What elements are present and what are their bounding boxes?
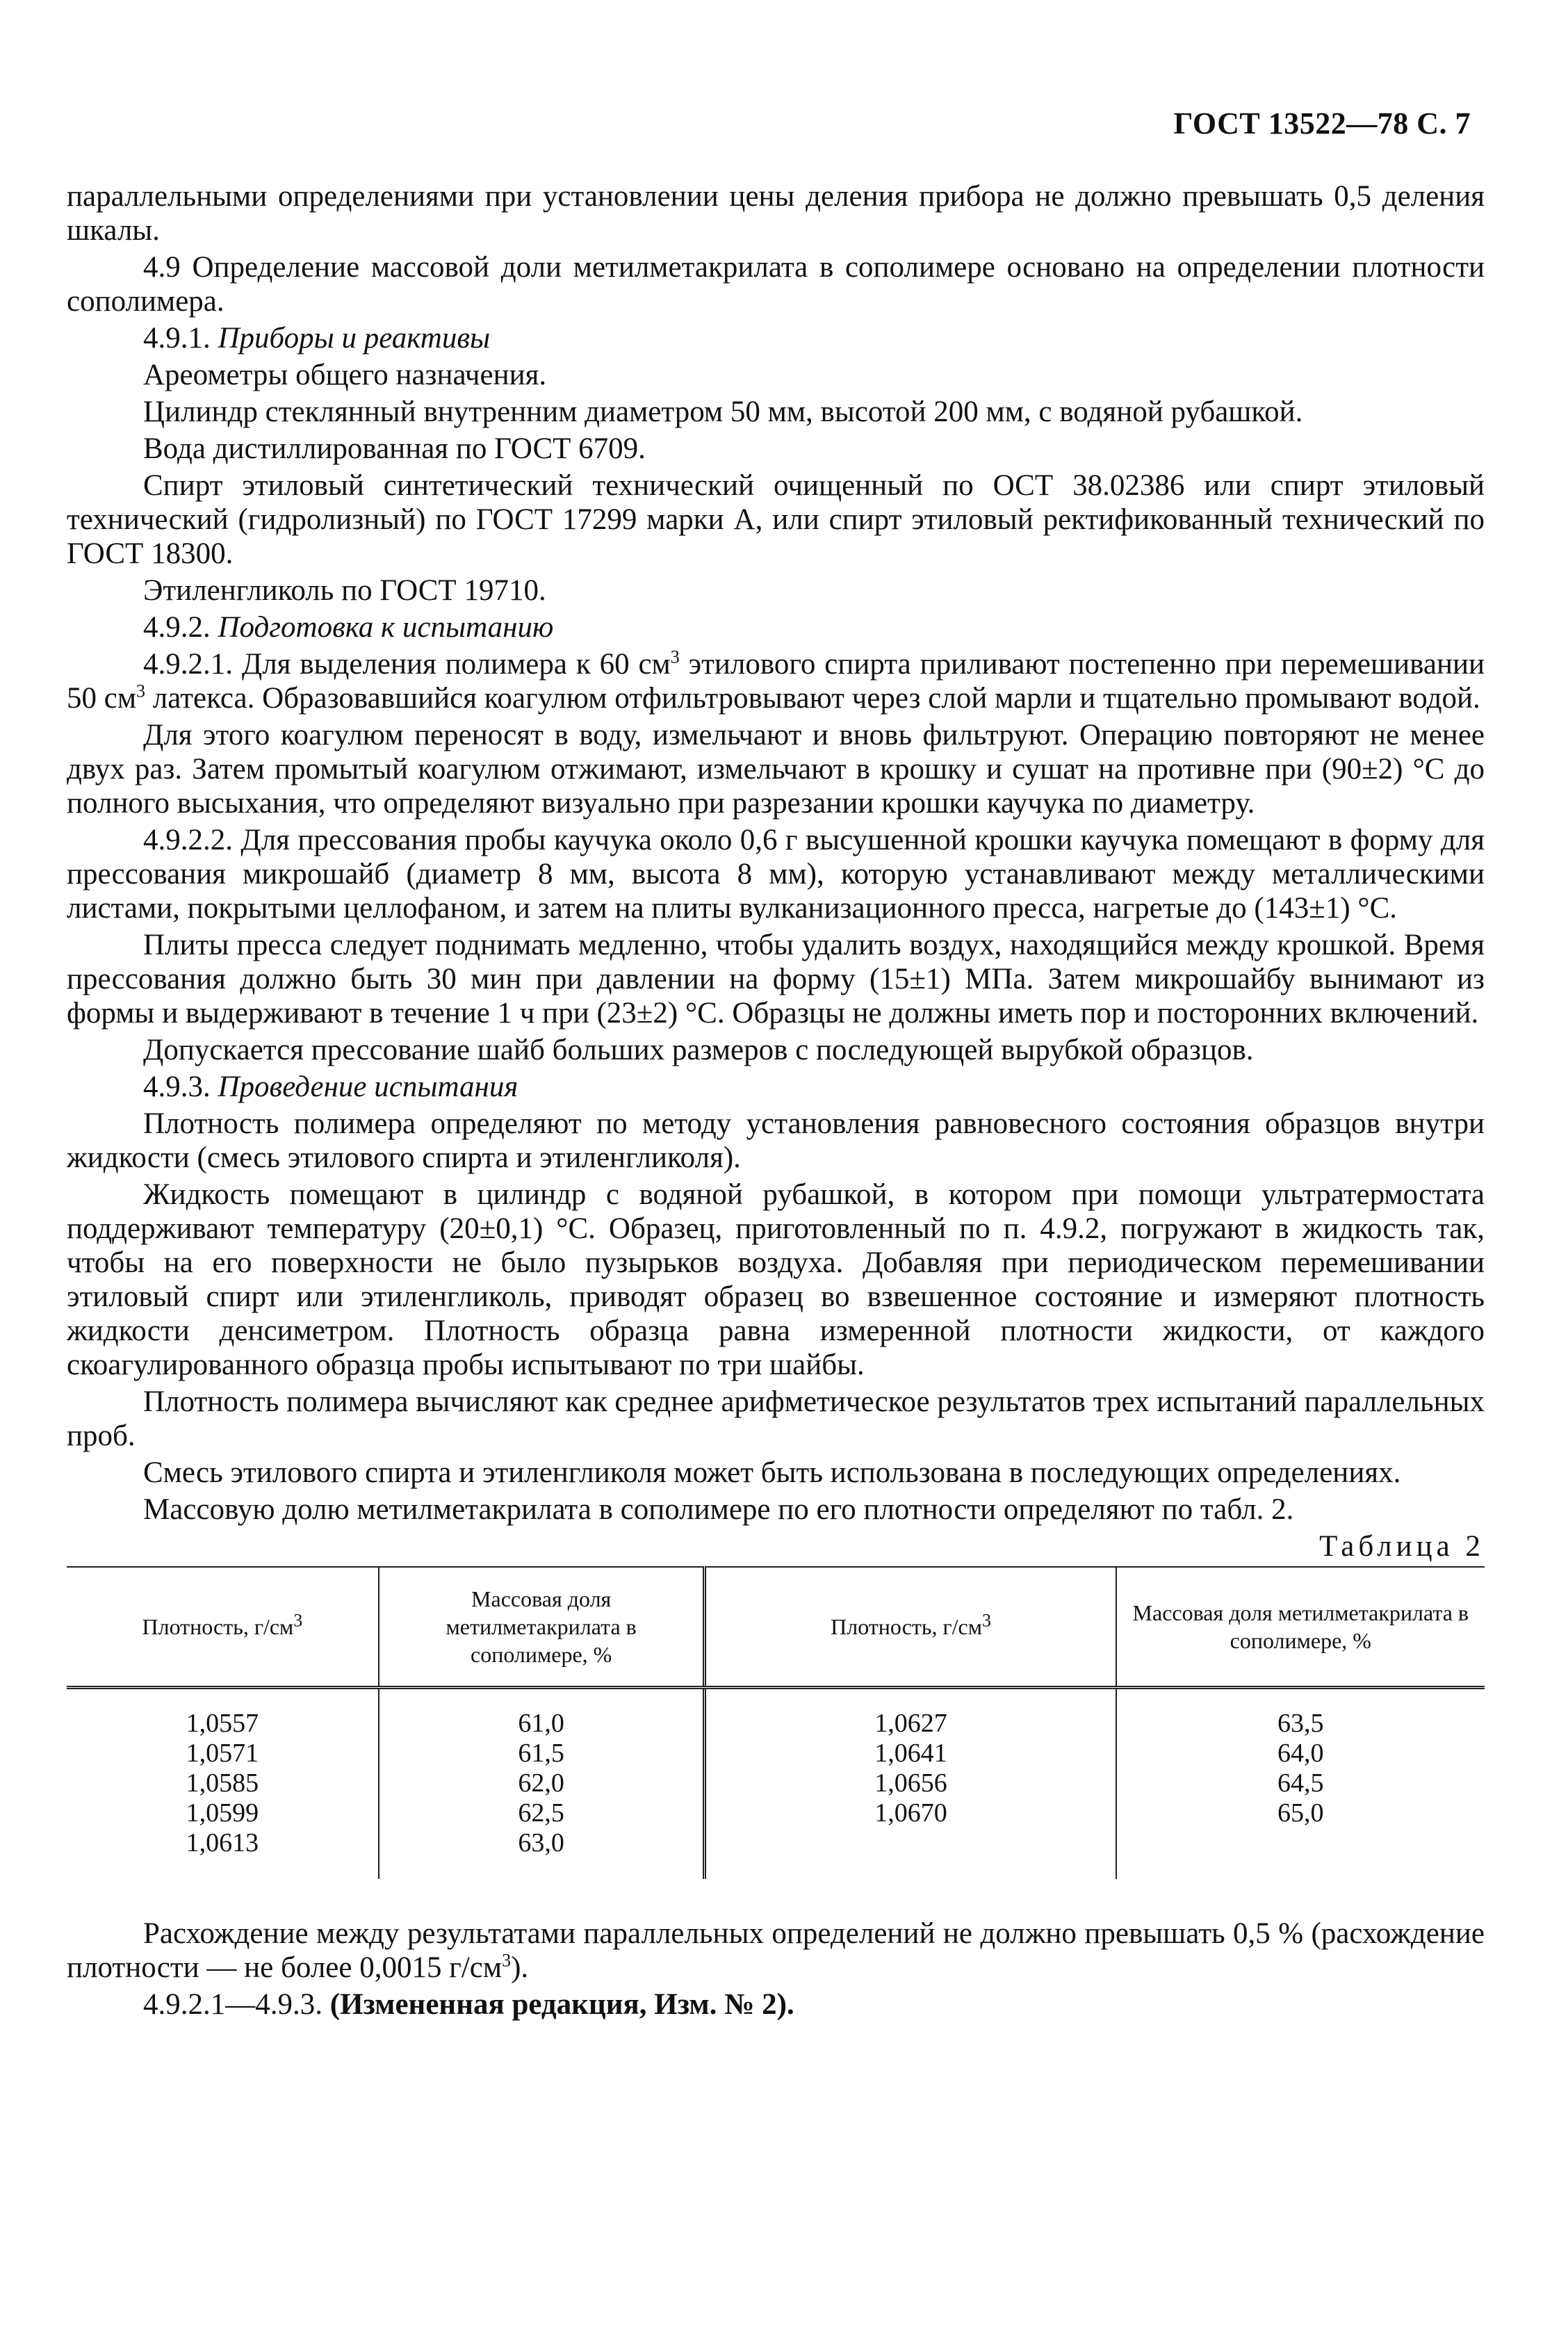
- table-cell: 1,0571: [186, 1739, 259, 1768]
- table-cell: 61,5: [518, 1739, 564, 1768]
- paragraph: 4.9.2.2. Для прессования пробы каучука около 0,6 г высушенной крошки каучука помещают в форму для прессования микрошайб (диаметр 8 мм, высота 8 мм), которую устанавливают между металлическими листами, покрытыми целлофаном, и затем на плиты вулканизационного пресса, нагретые до (143±1) °С.: [67, 824, 1485, 925]
- section-title: Приборы и реактивы: [218, 322, 491, 355]
- table-cell: 62,0: [518, 1768, 564, 1798]
- superscript: 3: [136, 681, 146, 701]
- superscript: 3: [293, 1610, 303, 1631]
- paragraph: Плотность полимера вычисляют как среднее арифметическое результатов трех испытаний параллельных проб.: [67, 1385, 1485, 1452]
- amendment-range: 4.9.2.1—4.9.3.: [143, 1988, 322, 2021]
- density-table: [67, 1566, 1485, 1879]
- paragraph: [67, 647, 1485, 715]
- page-header: ГОСТ 13522—78 С. 7: [1173, 106, 1471, 140]
- document-body: [67, 179, 1485, 2024]
- section-heading-4-9-3: [67, 1070, 1485, 1104]
- superscript: 3: [502, 1950, 512, 1971]
- header-fraction-left: Массовая доля метилметакрилата в сополимере, %: [379, 1567, 705, 1688]
- section-title: Проведение испытания: [218, 1071, 518, 1103]
- table-cell: 1,0557: [186, 1709, 259, 1738]
- paragraph: Плотность полимера определяют по методу установления равновесного состояния образцов внутри жидкости (смесь этилового спирта и этиленгликоля).: [67, 1107, 1485, 1174]
- paragraph: Цилиндр стеклянный внутренним диаметром 50 мм, высотой 200 мм, с водяной рубашкой.: [143, 396, 1303, 428]
- superscript: 3: [670, 646, 680, 667]
- paragraph: Допускается прессование шайб больших размеров с последующей вырубкой образцов.: [143, 1034, 1254, 1066]
- table-cell: 1,0670: [874, 1798, 947, 1828]
- paragraph: Жидкость помещают в цилиндр с водяной рубашкой, в котором при помощи ультратермостата поддерживают температуру (20±0,1) °С. Образец, приготовленный по п. 4.9.2, погружают в жидкость так, чтобы на его поверхности не было пузырьков воздуха. Добавляя при периодическом перемешивании этиловый спирт или этиленгликоль, приводят образец во взвешенное состояние и измеряют плотность жидкости денсиметром. Плотность образца равна измеренной плотности жидкости, от каждого скоагулированного образца пробы испытывают по три шайбы.: [67, 1178, 1485, 1381]
- header-density-left: [67, 1567, 379, 1688]
- table-cell: 63,5: [1277, 1709, 1324, 1738]
- header-text: Плотность, г/см: [142, 1614, 294, 1639]
- paragraph: Плиты пресса следует поднимать медленно, чтобы удалить воздух, находящийся между крошкой. Время прессования должно быть 30 мин при давлении на форму (15±1) МПа. Затем микрошайбу вынимают из формы и выдерживают в течение 1 ч при (23±2) °С. Образцы не должны иметь пор и посторонних включений.: [67, 929, 1485, 1030]
- paragraph: Ареометры общего назначения.: [143, 359, 547, 391]
- table-cell: 1,0599: [186, 1798, 259, 1828]
- header-density-right: [705, 1567, 1116, 1688]
- paragraph: параллельными определениями при установлении цены деления прибора не должно превышать 0,5 деления шкалы.: [67, 180, 1485, 247]
- paragraph: 4.9 Определение массовой доли метилметакрилата в сополимере основано на определении плотности сополимера.: [67, 251, 1485, 318]
- left-fraction-column: [379, 1688, 705, 1880]
- paragraph: Массовую долю метилметакрилата в сополимере по его плотности определяют по табл. 2.: [143, 1493, 1294, 1526]
- table-caption: Таблица 2: [1319, 1530, 1485, 1563]
- left-density-column: [67, 1688, 379, 1880]
- table-cell: 1,0613: [186, 1828, 259, 1857]
- section-number: 4.9.3.: [143, 1071, 211, 1103]
- section-heading-4-9-1: [67, 321, 1485, 355]
- table-cell: 64,5: [1277, 1768, 1324, 1798]
- paragraph: Для этого коагулюм переносят в воду, измельчают и вновь фильтруют. Операцию повторяют не менее двух раз. Затем промытый коагулюм отжимают, измельчают в крошку и сушат на противне при (90±2) °С до полного высыхания, что определяют визуально при разрезании крошки каучука по диаметру.: [67, 719, 1485, 820]
- text-run: латекса. Образовавшийся коагулюм отфильтровывают через слой марли и тщательно промывают водой.: [145, 682, 1480, 715]
- right-density-column: [705, 1688, 1116, 1880]
- section-heading-4-9-2: [67, 610, 1485, 644]
- paragraph: Смесь этилового спирта и этиленгликоля может быть использована в последующих определениях.: [143, 1456, 1401, 1489]
- amendment-text: (Измененная редакция, Изм. № 2).: [329, 1988, 794, 2021]
- text-run: 4.9.2.1. Для выделения полимера к 60 см: [143, 648, 671, 681]
- section-number: 4.9.2.: [143, 611, 211, 644]
- superscript: 3: [981, 1610, 991, 1631]
- section-title: Подготовка к испытанию: [218, 611, 554, 644]
- text-run: этилового спирта приливают постепенно при перемешивании 50 см: [67, 648, 1485, 715]
- table-cell: 61,0: [518, 1709, 564, 1738]
- paragraph: Вода дистиллированная по ГОСТ 6709.: [143, 432, 646, 465]
- table-cell: 1,0585: [186, 1768, 259, 1798]
- table-header-row: [67, 1567, 1485, 1688]
- paragraph: [67, 1917, 1485, 1985]
- table-cell: 64,0: [1277, 1739, 1324, 1768]
- table-cell: 1,0627: [874, 1709, 947, 1738]
- paragraph: Спирт этиловый синтетический технический очищенный по ОСТ 38.02386 или спирт этиловый технический (гидролизный) по ГОСТ 17299 марки А, или спирт этиловый ректификованный технический по ГОСТ 18300.: [67, 469, 1485, 570]
- amendment-note: [67, 1987, 1485, 2022]
- right-fraction-column: [1116, 1688, 1485, 1880]
- header-fraction-right: Массовая доля метилметакрилата в сополимере, %: [1116, 1567, 1485, 1688]
- table-cell: 62,5: [518, 1798, 564, 1828]
- table-cell: 65,0: [1277, 1798, 1324, 1828]
- table-cell: 1,0656: [874, 1768, 947, 1798]
- paragraph: Этиленгликоль по ГОСТ 19710.: [143, 574, 546, 607]
- header-text: Плотность, г/см: [831, 1614, 982, 1639]
- table-row: [67, 1688, 1485, 1880]
- table-cell: 1,0641: [874, 1739, 947, 1768]
- text-run: ).: [511, 1951, 529, 1984]
- table-cell: 63,0: [518, 1828, 564, 1857]
- text-run: Расхождение между результатами параллельных определений не должно превышать 0,5 % (расхождение плотности — не более 0,0015 г/см: [67, 1917, 1485, 1984]
- section-number: 4.9.1.: [143, 322, 211, 355]
